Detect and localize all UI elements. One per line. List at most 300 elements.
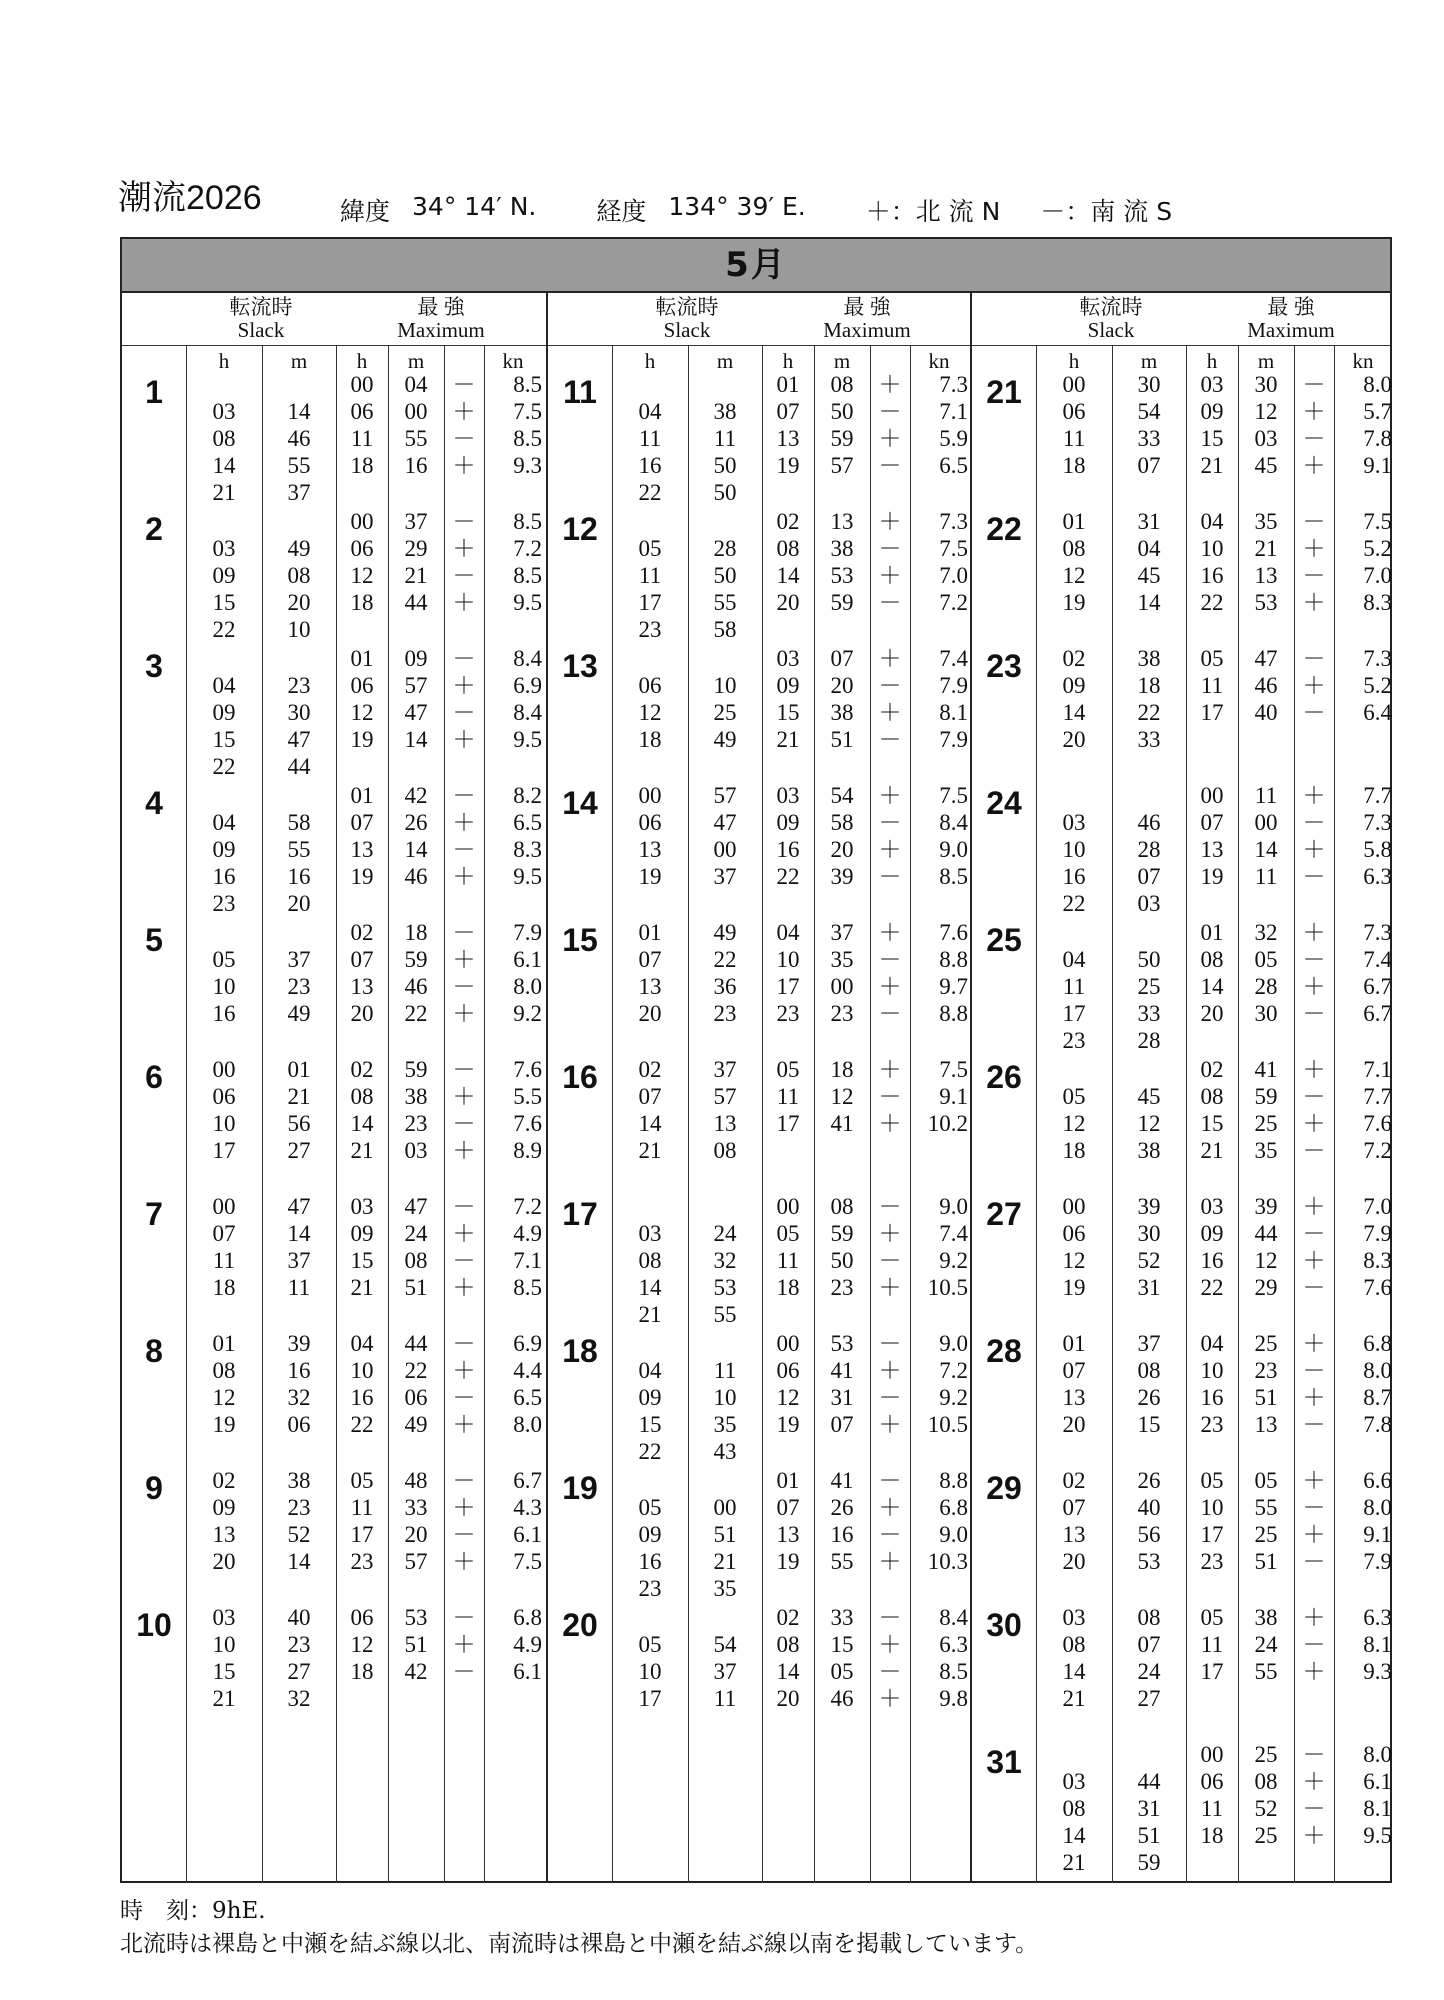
slack-minute: 21 [287, 1084, 311, 1109]
direction-sign: ＋ [1302, 1823, 1326, 1848]
max-hour: 20 [776, 1686, 800, 1711]
slack-minute: 58 [287, 810, 311, 835]
max-minute: 55 [830, 1549, 854, 1574]
slack-minute: 57 [713, 1084, 737, 1109]
direction-sign: － [1302, 1275, 1326, 1300]
max-hour: 04 [1200, 509, 1224, 534]
speed-knots: 6.3 [1363, 1605, 1392, 1630]
day-number: 11 [563, 374, 597, 410]
slack-hour: 17 [638, 1686, 662, 1711]
direction-sign: ＋ [1302, 1522, 1326, 1547]
slack-minute: 50 [1137, 947, 1161, 972]
speed-knots: 7.1 [1363, 1057, 1392, 1082]
day-number: 24 [986, 785, 1022, 821]
direction-sign: － [878, 1084, 902, 1109]
slack-hour: 09 [638, 1522, 662, 1547]
max-minute: 26 [404, 810, 428, 835]
speed-knots: 9.3 [1363, 1659, 1392, 1684]
speed-knots: 8.4 [939, 810, 968, 835]
north-legend: ＋：北 流 N [865, 197, 1001, 226]
max-minute: 38 [404, 1084, 428, 1109]
max-minute: 13 [1254, 563, 1278, 588]
direction-sign: － [452, 1605, 476, 1630]
speed-knots: 8.3 [1363, 1248, 1392, 1273]
slack-minute: 08 [713, 1138, 737, 1163]
max-hour: 06 [350, 673, 374, 698]
slack-hour: 15 [212, 1659, 236, 1684]
max-minute: 18 [830, 1057, 854, 1082]
slack-hour: 13 [212, 1522, 236, 1547]
max-minute: 29 [1254, 1275, 1278, 1300]
slack-hour: 12 [1062, 563, 1086, 588]
max-minute: 38 [1254, 1605, 1278, 1630]
speed-knots: 8.5 [939, 864, 968, 889]
column-header-sm: m [290, 349, 308, 373]
direction-sign: － [878, 810, 902, 835]
slack-minute: 51 [713, 1522, 737, 1547]
slack-minute: 11 [713, 1686, 737, 1711]
max-hour: 17 [1200, 1659, 1224, 1684]
max-hour: 19 [776, 1412, 800, 1437]
direction-sign: ＋ [452, 1001, 476, 1026]
direction-sign: ＋ [878, 1358, 902, 1383]
speed-knots: 10.3 [927, 1549, 968, 1574]
direction-sign: － [1302, 864, 1326, 889]
day-number: 8 [145, 1333, 163, 1369]
longitude-value: 134° 39′ E. [668, 192, 806, 221]
speed-knots: 6.1 [513, 947, 542, 972]
speed-knots: 7.0 [1363, 1194, 1392, 1219]
slack-hour: 08 [212, 426, 236, 451]
slack-minute: 32 [287, 1385, 311, 1410]
slack-minute: 31 [1137, 509, 1161, 534]
slack-hour: 10 [212, 974, 236, 999]
direction-sign: ＋ [878, 1549, 902, 1574]
slack-hour: 18 [1062, 453, 1086, 478]
max-hour: 16 [776, 837, 800, 862]
max-hour: 20 [350, 1001, 374, 1026]
speed-knots: 8.0 [1363, 1742, 1392, 1767]
day-number: 15 [562, 922, 598, 958]
slack-hour: 07 [1062, 1358, 1086, 1383]
direction-sign: － [878, 1659, 902, 1684]
max-hour: 19 [776, 453, 800, 478]
slack-minute: 45 [1137, 1084, 1161, 1109]
slack-hour: 11 [638, 563, 662, 588]
speed-knots: 6.5 [513, 1385, 542, 1410]
max-hour: 09 [1200, 399, 1224, 424]
slack-minute: 53 [713, 1275, 737, 1300]
slack-minute: 38 [1137, 1138, 1161, 1163]
slack-minute: 49 [713, 920, 737, 945]
slack-minute: 20 [287, 590, 311, 615]
slack-hour: 14 [212, 453, 236, 478]
slack-minute: 24 [713, 1221, 737, 1246]
speed-knots: 7.5 [513, 399, 542, 424]
max-hour: 12 [350, 1632, 374, 1657]
max-hour: 05 [776, 1057, 800, 1082]
speed-knots: 7.2 [939, 590, 968, 615]
direction-sign: － [878, 1385, 902, 1410]
direction-sign: ＋ [1302, 1111, 1326, 1136]
max-hour: 08 [776, 1632, 800, 1657]
direction-sign: ＋ [1302, 1331, 1326, 1356]
direction-sign: － [878, 1248, 902, 1273]
max-hour: 06 [776, 1358, 800, 1383]
column-header-mh: h [356, 349, 368, 373]
speed-knots: 7.0 [939, 563, 968, 588]
max-hour: 00 [350, 509, 374, 534]
max-hour: 14 [776, 1659, 800, 1684]
direction-sign: － [452, 837, 476, 862]
max-minute: 05 [1254, 1468, 1278, 1493]
speed-knots: 8.0 [1363, 1495, 1392, 1520]
speed-knots: 7.5 [939, 536, 968, 561]
speed-knots: 7.4 [939, 1221, 968, 1246]
max-hour: 06 [1200, 1769, 1224, 1794]
direction-sign: － [878, 536, 902, 561]
max-hour: 05 [1200, 1468, 1224, 1493]
slack-hour: 13 [1062, 1385, 1086, 1410]
max-hour: 23 [776, 1001, 800, 1026]
slack-minute: 08 [287, 563, 311, 588]
speed-knots: 8.9 [513, 1138, 542, 1163]
slack-minute: 23 [713, 1001, 737, 1026]
direction-sign: ＋ [452, 536, 476, 561]
slack-hour: 00 [1062, 1194, 1086, 1219]
direction-sign: － [878, 947, 902, 972]
max-hour: 01 [776, 1468, 800, 1493]
speed-knots: 8.4 [513, 700, 542, 725]
direction-sign: ＋ [878, 646, 902, 671]
speed-knots: 7.2 [513, 1194, 542, 1219]
speed-knots: 7.4 [1363, 947, 1392, 972]
max-hour: 19 [1200, 864, 1224, 889]
max-hour: 09 [776, 810, 800, 835]
direction-sign: － [878, 1605, 902, 1630]
max-minute: 23 [404, 1111, 428, 1136]
slack-minute: 46 [287, 426, 311, 451]
max-hour: 20 [1200, 1001, 1224, 1026]
slack-hour: 15 [638, 1412, 662, 1437]
slack-minute: 51 [1137, 1823, 1161, 1848]
max-minute: 44 [404, 1331, 428, 1356]
direction-sign: － [452, 1385, 476, 1410]
max-minute: 14 [1254, 837, 1278, 862]
slack-hour: 07 [638, 1084, 662, 1109]
direction-sign: － [1302, 947, 1326, 972]
max-hour: 11 [350, 1495, 374, 1520]
slack-minute: 33 [1137, 727, 1161, 752]
time-label: 時 刻： [120, 1898, 212, 1924]
slack-minute: 36 [713, 974, 737, 999]
speed-knots: 7.7 [1363, 1084, 1392, 1109]
speed-knots: 7.3 [1363, 920, 1392, 945]
direction-sign: ＋ [452, 453, 476, 478]
speed-knots: 6.5 [513, 810, 542, 835]
day-number: 26 [986, 1059, 1022, 1095]
max-hour: 11 [776, 1084, 800, 1109]
max-minute: 59 [830, 1221, 854, 1246]
speed-knots: 5.2 [1363, 536, 1392, 561]
max-minute: 44 [1254, 1221, 1278, 1246]
speed-knots: 8.7 [1363, 1385, 1392, 1410]
direction-sign: － [878, 1001, 902, 1026]
month-header: 5月 [122, 239, 1390, 293]
slack-en-label: Slack [237, 318, 285, 342]
slack-minute: 49 [287, 1001, 311, 1026]
direction-sign: － [1302, 1632, 1326, 1657]
direction-sign: ＋ [878, 372, 902, 397]
direction-sign: － [878, 1468, 902, 1493]
speed-knots: 8.5 [513, 426, 542, 451]
slack-minute: 33 [1137, 1001, 1161, 1026]
slack-hour: 10 [1062, 837, 1086, 862]
max-hour: 09 [776, 673, 800, 698]
slack-hour: 11 [212, 1248, 236, 1273]
speed-knots: 9.0 [939, 1194, 968, 1219]
slack-hour: 22 [638, 1439, 662, 1464]
slack-hour: 05 [638, 536, 662, 561]
slack-minute: 39 [1137, 1194, 1161, 1219]
slack-minute: 35 [713, 1412, 737, 1437]
speed-knots: 9.2 [513, 1001, 542, 1026]
speed-knots: 7.9 [939, 673, 968, 698]
direction-sign: ＋ [878, 1495, 902, 1520]
speed-knots: 9.2 [939, 1248, 968, 1273]
max-minute: 35 [1254, 1138, 1278, 1163]
maximum-header [336, 296, 546, 342]
day-number: 14 [562, 785, 598, 821]
max-minute: 38 [830, 700, 854, 725]
maximum-header [762, 296, 972, 342]
slack-hour: 17 [1062, 1001, 1086, 1026]
direction-sign: ＋ [452, 1084, 476, 1109]
max-hour: 00 [350, 372, 374, 397]
slack-en-label: Slack [663, 318, 711, 342]
max-minute: 41 [830, 1468, 854, 1493]
direction-sign: － [452, 1248, 476, 1273]
direction-sign: ＋ [1302, 399, 1326, 424]
slack-minute: 55 [713, 590, 737, 615]
speed-knots: 8.1 [939, 700, 968, 725]
max-hour: 02 [350, 920, 374, 945]
speed-knots: 9.5 [513, 727, 542, 752]
slack-hour: 03 [212, 536, 236, 561]
max-hour: 11 [350, 426, 374, 451]
slack-hour: 15 [212, 590, 236, 615]
max-minute: 05 [830, 1659, 854, 1684]
slack-minute: 23 [287, 974, 311, 999]
maximum-en-label: Maximum [1247, 318, 1335, 342]
slack-minute: 27 [287, 1138, 311, 1163]
slack-hour: 19 [638, 864, 662, 889]
direction-sign: － [452, 700, 476, 725]
speed-knots: 6.3 [1363, 864, 1392, 889]
slack-minute: 07 [1137, 864, 1161, 889]
max-hour: 23 [1200, 1412, 1224, 1437]
slack-hour: 03 [212, 399, 236, 424]
direction-sign: ＋ [878, 563, 902, 588]
direction-sign: － [878, 590, 902, 615]
max-hour: 13 [350, 974, 374, 999]
max-hour: 03 [350, 1194, 374, 1219]
slack-hour: 06 [638, 810, 662, 835]
slack-hour: 13 [638, 837, 662, 862]
max-hour: 07 [776, 1495, 800, 1520]
latitude-value: 34° 14′ N. [412, 192, 537, 221]
speed-knots: 7.8 [1363, 1412, 1392, 1437]
speed-knots: 4.3 [513, 1495, 542, 1520]
slack-minute: 46 [1137, 810, 1161, 835]
speed-knots: 5.5 [513, 1084, 542, 1109]
max-minute: 25 [1254, 1742, 1278, 1767]
max-hour: 03 [1200, 372, 1224, 397]
slack-hour: 16 [212, 864, 236, 889]
slack-minute: 47 [713, 810, 737, 835]
slack-minute: 00 [713, 1495, 737, 1520]
direction-sign: ＋ [452, 1549, 476, 1574]
max-hour: 16 [350, 1385, 374, 1410]
slack-minute: 22 [1137, 700, 1161, 725]
slack-minute: 28 [1137, 1028, 1161, 1053]
speed-knots: 7.8 [1363, 426, 1392, 451]
max-minute: 55 [1254, 1659, 1278, 1684]
max-hour: 04 [776, 920, 800, 945]
day-number: 17 [562, 1196, 598, 1232]
max-minute: 42 [404, 783, 428, 808]
speed-knots: 4.4 [513, 1358, 542, 1383]
slack-hour: 07 [638, 947, 662, 972]
direction-sign: ＋ [452, 1495, 476, 1520]
speed-knots: 6.3 [939, 1632, 968, 1657]
max-hour: 15 [1200, 1111, 1224, 1136]
time-value: 9hE. [212, 1898, 266, 1924]
max-minute: 07 [830, 1412, 854, 1437]
max-hour: 11 [1200, 673, 1224, 698]
max-minute: 46 [404, 864, 428, 889]
max-hour: 22 [350, 1412, 374, 1437]
direction-sign: ＋ [1302, 837, 1326, 862]
column-header-kn: kn [1352, 349, 1374, 373]
slack-minute: 30 [1137, 372, 1161, 397]
direction-sign: － [452, 920, 476, 945]
max-minute: 25 [1254, 1331, 1278, 1356]
slack-hour: 01 [1062, 1331, 1086, 1356]
max-minute: 28 [1254, 974, 1278, 999]
direction-sign: ＋ [878, 974, 902, 999]
slack-minute: 52 [1137, 1248, 1161, 1273]
slack-hour: 04 [212, 673, 236, 698]
day-number: 19 [562, 1470, 598, 1506]
slack-minute: 26 [1137, 1468, 1161, 1493]
direction-sign: － [452, 646, 476, 671]
max-minute: 46 [404, 974, 428, 999]
column-header-mh: h [1206, 349, 1218, 373]
column-header-kn: kn [502, 349, 524, 373]
slack-minute: 27 [287, 1659, 311, 1684]
max-minute: 55 [1254, 1495, 1278, 1520]
table-panel [546, 293, 970, 1883]
speed-knots: 7.6 [1363, 1275, 1392, 1300]
slack-minute: 11 [287, 1275, 311, 1300]
max-hour: 18 [1200, 1823, 1224, 1848]
slack-hour: 03 [1062, 810, 1086, 835]
slack-minute: 50 [713, 480, 737, 505]
slack-hour: 00 [638, 783, 662, 808]
slack-hour: 22 [638, 480, 662, 505]
speed-knots: 8.8 [939, 1468, 968, 1493]
day-number: 23 [986, 648, 1022, 684]
direction-sign: － [878, 864, 902, 889]
max-minute: 23 [830, 1001, 854, 1026]
direction-sign: ＋ [878, 1221, 902, 1246]
slack-minute: 50 [713, 453, 737, 478]
max-minute: 47 [404, 1194, 428, 1219]
max-minute: 48 [404, 1468, 428, 1493]
max-minute: 29 [404, 536, 428, 561]
slack-hour: 02 [638, 1057, 662, 1082]
day-number: 21 [986, 374, 1022, 410]
slack-hour: 04 [1062, 947, 1086, 972]
direction-sign: ＋ [1302, 783, 1326, 808]
direction-sign: ＋ [1302, 1605, 1326, 1630]
speed-knots: 8.3 [513, 837, 542, 862]
speed-knots: 8.8 [939, 1001, 968, 1026]
speed-knots: 7.5 [939, 1057, 968, 1082]
slack-minute: 55 [713, 1302, 737, 1327]
direction-sign: － [878, 453, 902, 478]
max-minute: 46 [1254, 673, 1278, 698]
slack-hour: 21 [1062, 1850, 1086, 1875]
slack-hour: 20 [638, 1001, 662, 1026]
slack-minute: 37 [287, 480, 311, 505]
max-hour: 12 [350, 563, 374, 588]
speed-knots: 8.1 [1363, 1632, 1392, 1657]
column-header-sm: m [716, 349, 734, 373]
max-hour: 18 [350, 590, 374, 615]
direction-sign: ＋ [878, 700, 902, 725]
slack-hour: 05 [638, 1632, 662, 1657]
speed-knots: 8.0 [513, 974, 542, 999]
slack-minute: 25 [1137, 974, 1161, 999]
direction-sign: － [878, 1522, 902, 1547]
max-minute: 31 [830, 1385, 854, 1410]
slack-header [1036, 296, 1186, 342]
slack-hour: 14 [1062, 1823, 1086, 1848]
direction-sign: － [452, 563, 476, 588]
max-hour: 15 [776, 700, 800, 725]
slack-minute: 23 [287, 1495, 311, 1520]
slack-minute: 37 [287, 947, 311, 972]
slack-en-label: Slack [1087, 318, 1135, 342]
max-minute: 23 [1254, 1358, 1278, 1383]
speed-knots: 8.0 [1363, 372, 1392, 397]
speed-knots: 7.4 [939, 646, 968, 671]
direction-sign: ＋ [452, 1221, 476, 1246]
slack-minute: 53 [1137, 1549, 1161, 1574]
max-minute: 18 [404, 920, 428, 945]
max-minute: 50 [830, 399, 854, 424]
max-minute: 11 [1254, 864, 1278, 889]
slack-hour: 18 [638, 727, 662, 752]
slack-hour: 00 [212, 1194, 236, 1219]
max-hour: 15 [1200, 426, 1224, 451]
slack-hour: 19 [212, 1412, 236, 1437]
max-hour: 02 [1200, 1057, 1224, 1082]
slack-minute: 08 [1137, 1358, 1161, 1383]
direction-sign: － [452, 974, 476, 999]
